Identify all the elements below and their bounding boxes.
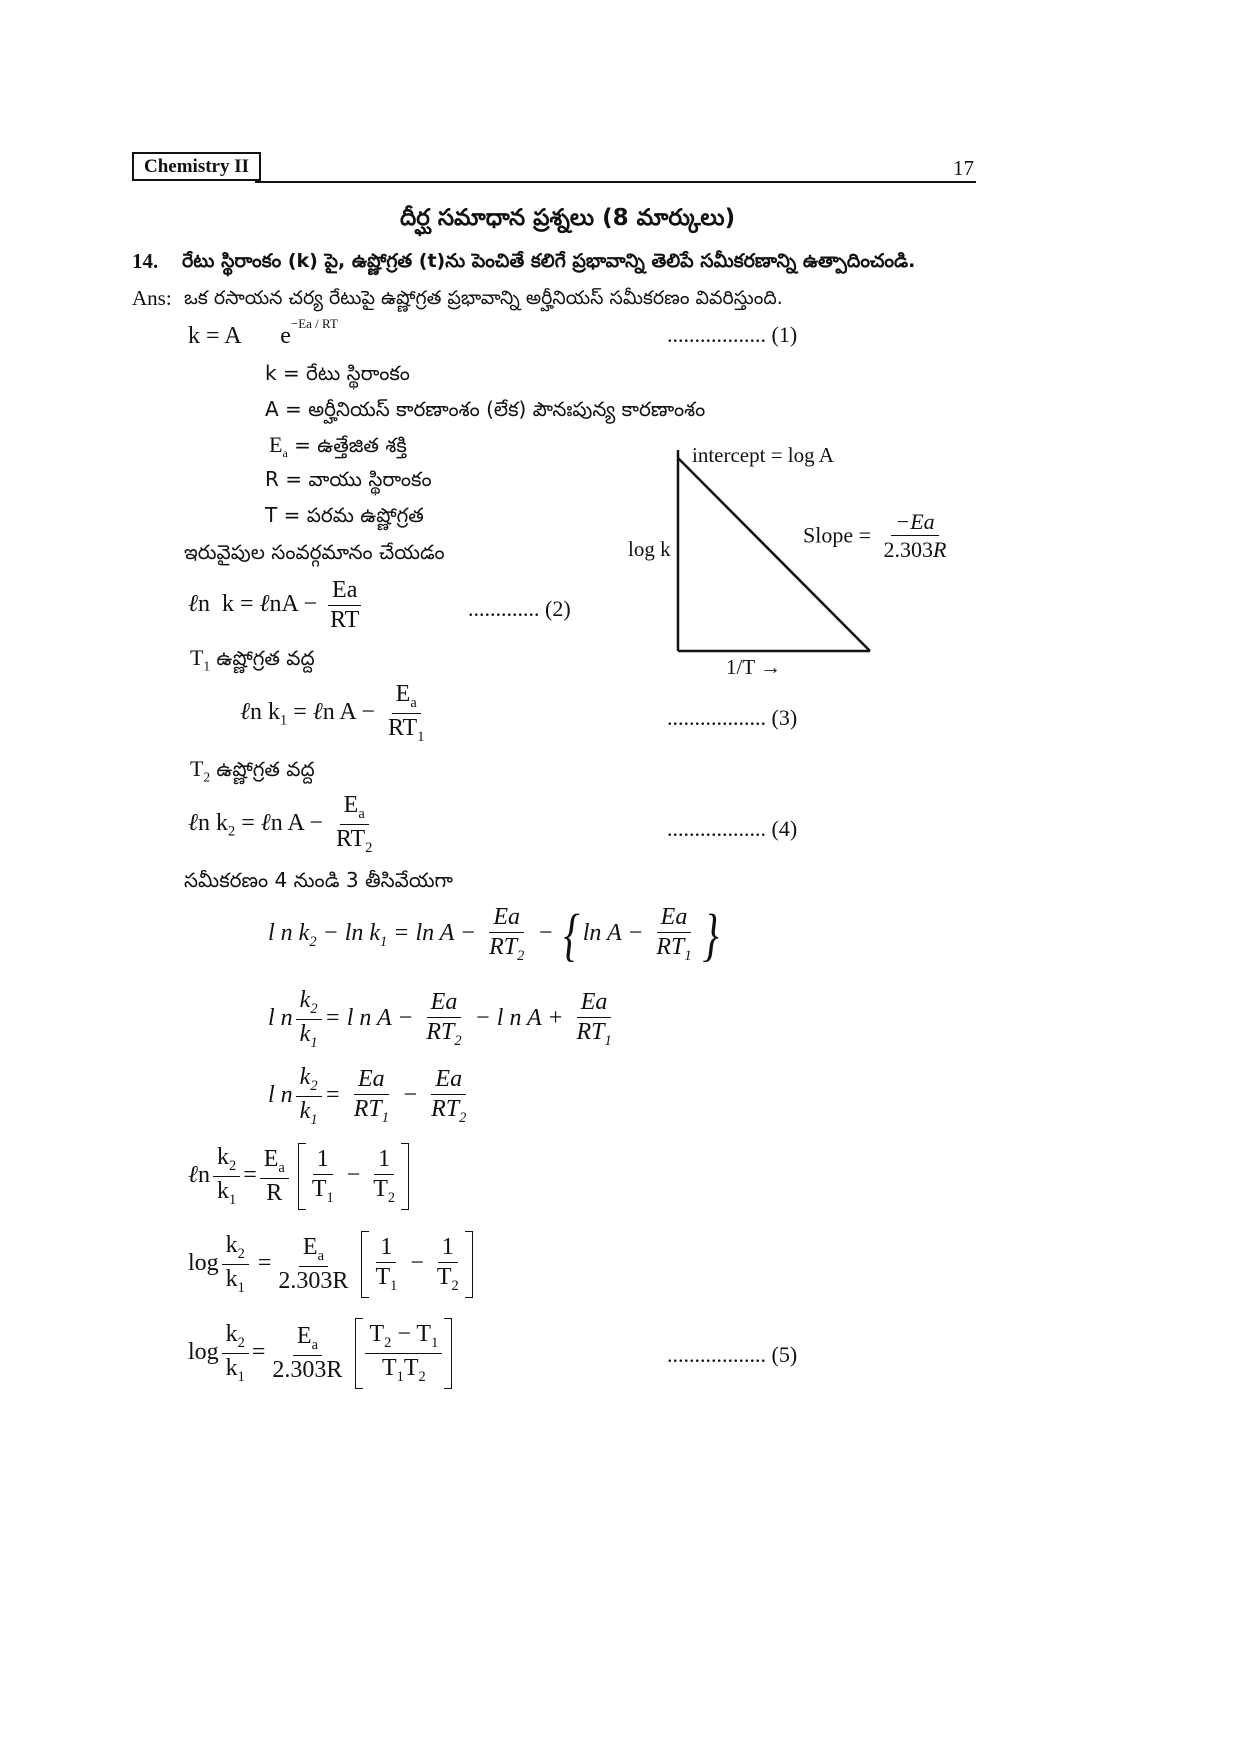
header-subject: Chemistry II: [132, 152, 261, 181]
subtract-text: సమీకరణం 4 నుండి 3 తీసివేయగా: [184, 868, 453, 892]
plot-y-label: log k: [628, 537, 671, 561]
header-rule: [255, 181, 976, 183]
eq4-ref: .................. (4): [667, 816, 798, 841]
derivation-line-1: l n $k_2 - \ln k_1 = \ln A$ − $\frac{Ea}{RT_2}$ − { ln A − $\frac{Ea}{RT_1}$ }: [268, 901, 719, 967]
log-both-sides-text: ఇరువైపుల సంవర్గమానం చేయడం: [184, 540, 445, 564]
question-text: రేటు స్థిరాంకం (k) పై, ఉష్ణోగ్రత (t)ను పెంచితే కలిగే ప్రభావాన్ని తెలిపే సమీకరణాన్ని ఉత్పాదించండి.: [182, 250, 916, 272]
eq1-exponent: −Ea / RT: [290, 316, 338, 331]
eq5-ref: .................. (5): [667, 1342, 798, 1367]
page-number: 17: [953, 156, 974, 180]
eq2-ref: ............. (2): [468, 596, 571, 621]
arrhenius-plot: [600, 440, 960, 690]
eq1-exp-base: e: [280, 323, 291, 349]
plot-intercept-label: intercept = log A: [692, 443, 834, 467]
plot-x-label: 1/T →: [726, 655, 782, 679]
derivation-line-3: l n $\frac{k_2}{k_1}$ = $\frac{Ea}{RT_1}$ − $\frac{Ea}{RT_2}$: [268, 1064, 467, 1128]
at-t2-text: $T_2$ ఉష్ణోగ్రత వద్ద: [190, 756, 315, 785]
def-a: A = అర్హీనియస్ కారణాంశం (లేక) పౌనఃపున్య కారణాంశం: [265, 397, 706, 421]
header-subject-box: [132, 156, 261, 178]
equation-4: ℓn $k_2$ = ℓn A − $\frac{E_a}{RT_2}$: [188, 792, 373, 856]
plot-slope-den: 2.303R: [883, 537, 947, 563]
eq1-lhs: k = A: [188, 323, 241, 349]
plot-slope: [803, 510, 953, 561]
eq1-ref: .................. (1): [667, 322, 798, 347]
question-number: 14.: [132, 249, 159, 273]
def-ea: $E_a$ = ఉత్తేజిత శక్తి: [269, 432, 407, 460]
equation-2: ℓn k = ℓnA − $\frac{Ea}{RT}$: [188, 578, 366, 633]
answer-label: Ans:: [132, 286, 172, 310]
def-r: R = వాయు స్థిరాంకం: [265, 467, 432, 491]
equation-1: [188, 316, 338, 350]
plot-slope-num: −Ea: [891, 510, 938, 536]
equation-5: log $\frac{k_2}{k_1}$ = $\frac{E_a}{2.303R}$ $\frac{T_2 - T_1}{T_1T_2}$: [188, 1318, 452, 1389]
answer-intro: ఒక రసాయన చర్య రేటుపై ఉష్ణోగ్రత ప్రభావాన్ని అర్హీనియస్ సమీకరణం వివరిస్తుంది.: [184, 287, 783, 309]
derivation-line-2: l n $\frac{k_2}{k_1}$ = l n A − $\frac{Ea}{RT_2}$ − l n A + $\frac{Ea}{RT_1}$: [268, 987, 612, 1051]
at-t1-text: $T_1$ ఉష్ణోగ్రత వద్ద: [190, 645, 315, 674]
derivation-line-5: log $\frac{k_2}{k_1}$ = $\frac{E_a}{2.303R}$ $\frac{1}{T_1}$ − $\frac{1}{T_2}$: [188, 1231, 473, 1298]
def-k: k = రేటు స్థిరాంకం: [265, 361, 410, 385]
derivation-line-4: ℓn $\frac{k_2}{k_1}$ = $\frac{E_a}{R}$ $\frac{1}{T_1}$ − $\frac{1}{T_2}$: [188, 1143, 409, 1210]
plot-slope-label: Slope =: [803, 522, 872, 548]
eq3-ref: .................. (3): [667, 705, 798, 730]
equation-3: ℓn $k_1$ = ℓn A − $\frac{E_a}{RT_1}$: [240, 681, 425, 745]
def-t: T = పరమ ఉష్ణోగ్రత: [265, 503, 424, 527]
section-title: దీర్ఘ సమాధాన ప్రశ్నలు (8 మార్కులు): [400, 205, 736, 231]
